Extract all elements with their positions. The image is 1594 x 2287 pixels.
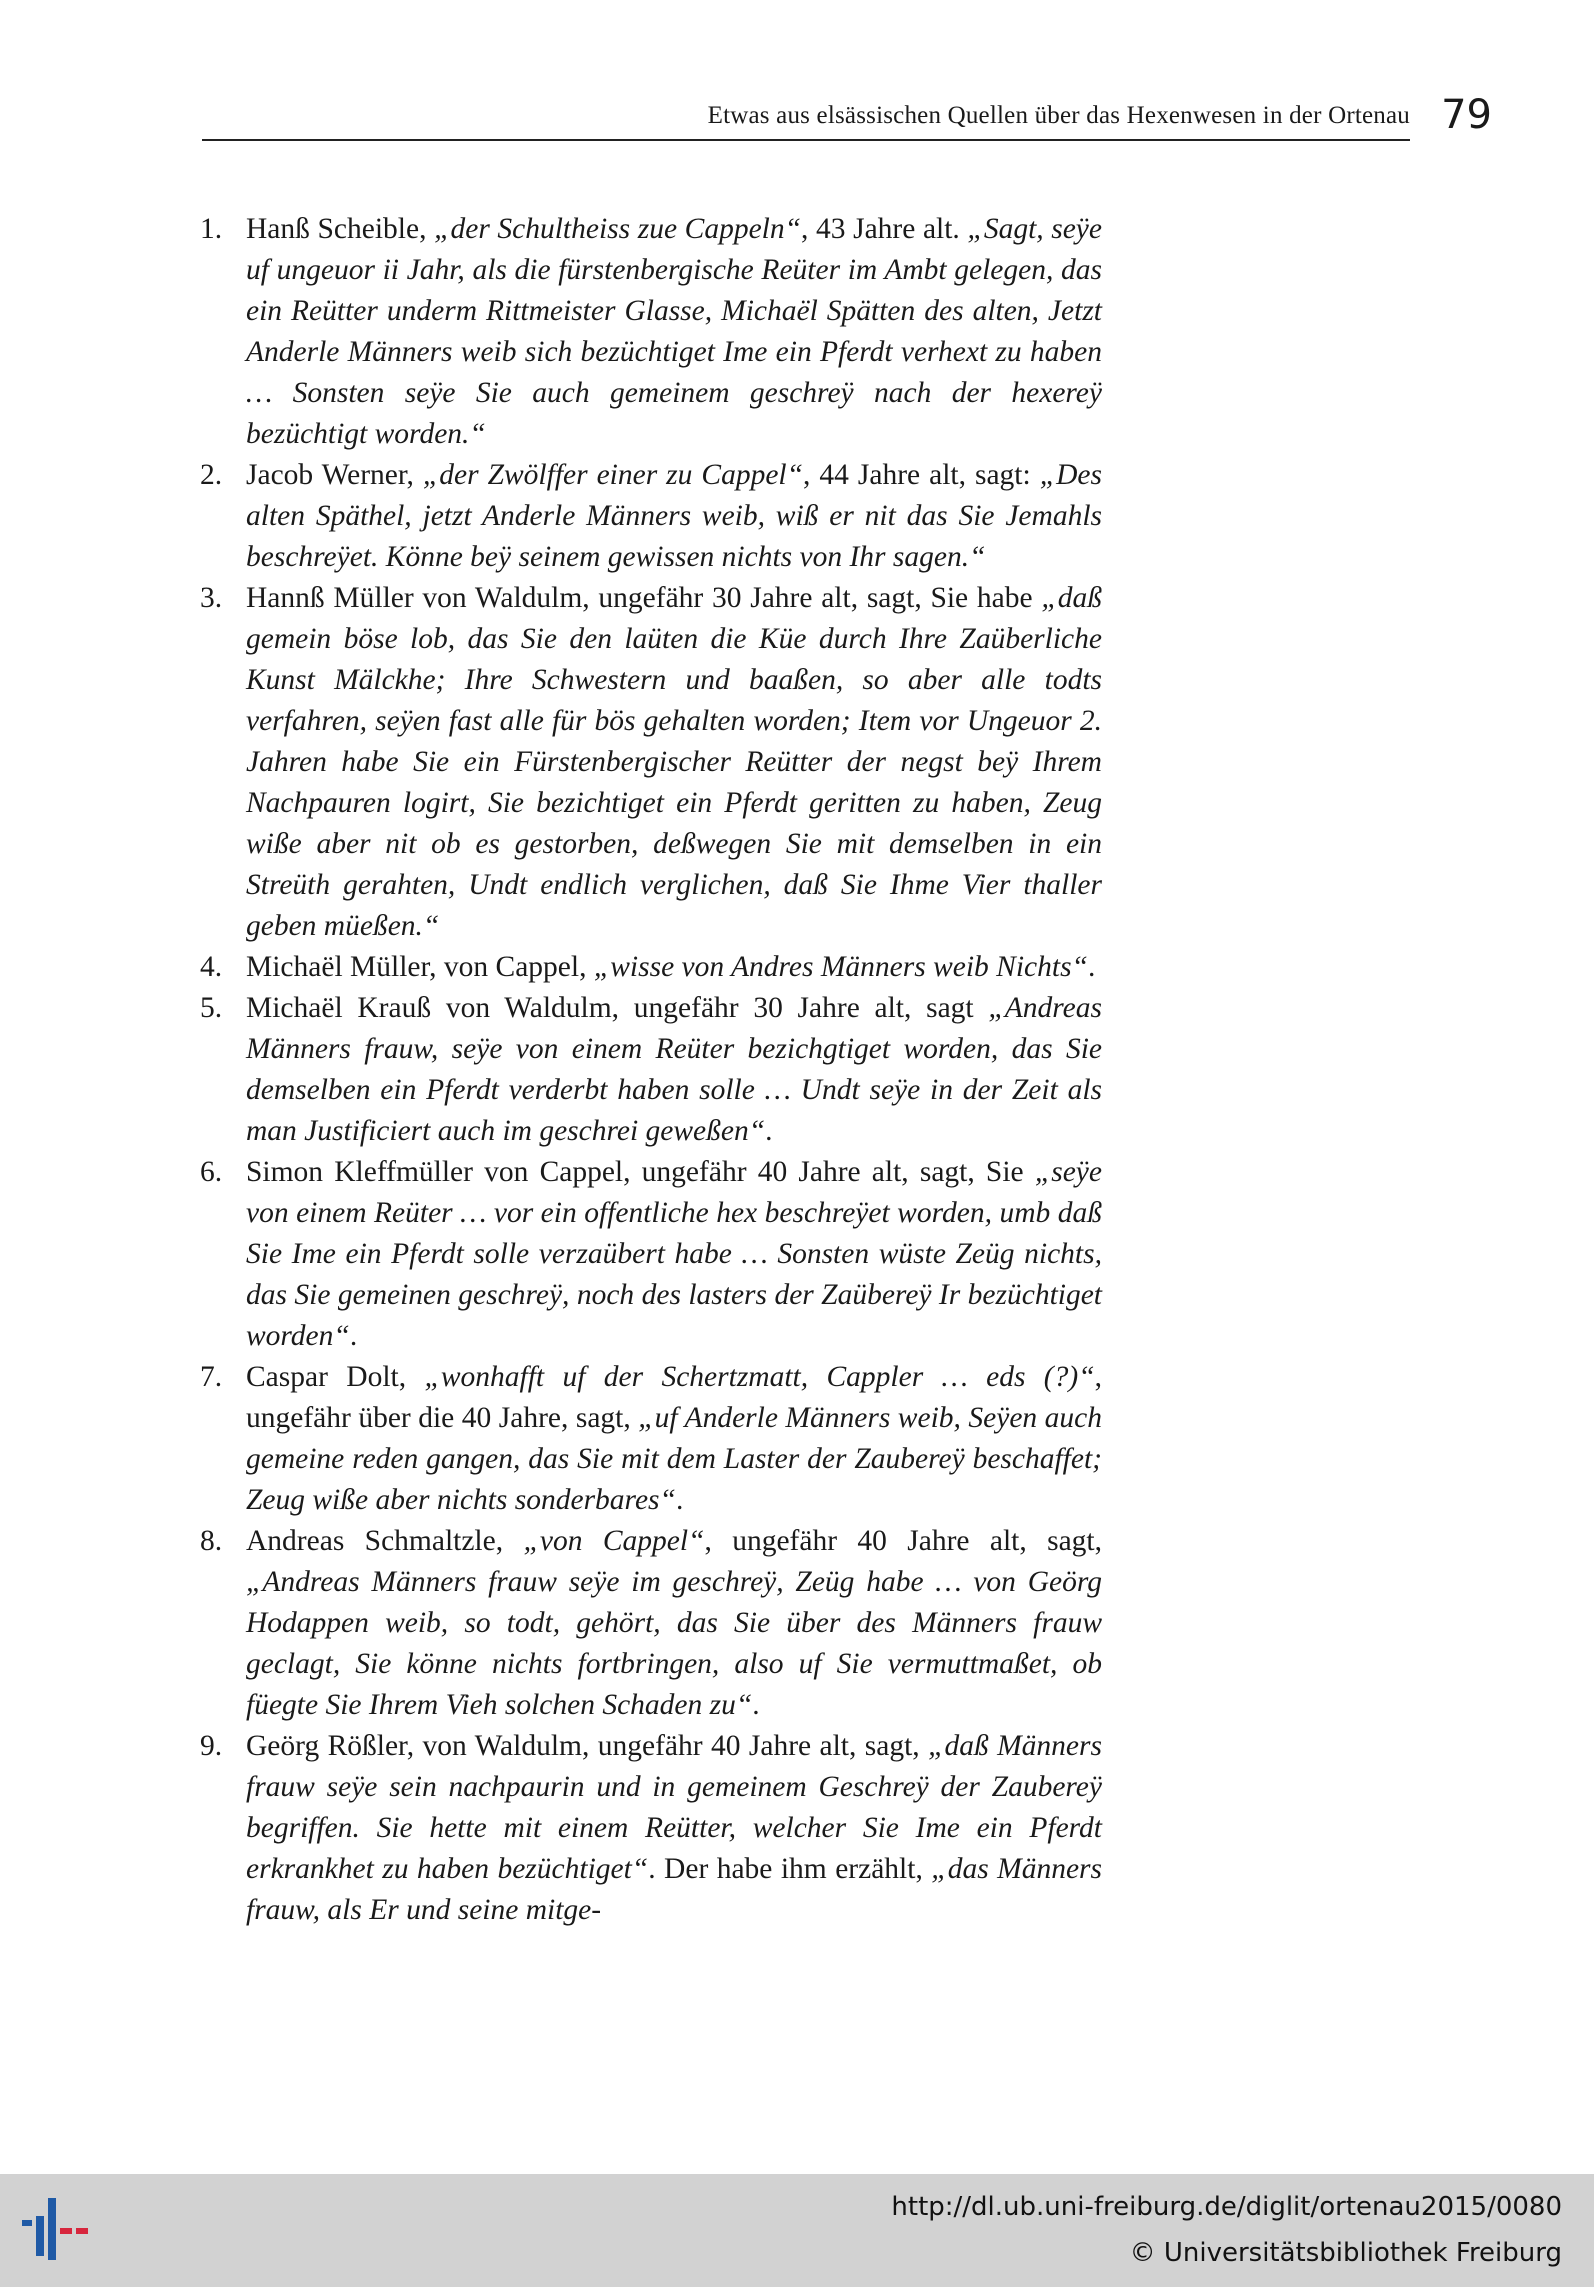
item-text [246,1525,1102,1721]
quoted-testimony: „Andreas Männers frauw, seÿe von einem Reüter bezichgtiget worden, das Sie demselben ein Pferdt verderbt haben solle … Undt seÿe in der Zeit als man Justificiert auch im geschrei geweßen“ [246,992,1102,1147]
entry-text: Michaël Müller, von Cappel, [246,951,594,983]
entry-text: Jacob Werner, [246,459,423,491]
item-number: 7. [200,1361,223,1393]
quoted-testimony: „seÿe von einem Reüter … vor ein offentliche hex beschreÿet worden, umb daß Sie Ime ein Pferdt solle verzaübert habe … Sonsten wüste Zeüg nichts, das Sie gemeinen geschreÿ, noch des lasters der Zaübereÿ Ir bezüchtiget worden“ [246,1156,1102,1352]
entry-text: , ungefähr 40 Jahre alt, sagt, [704,1525,1102,1557]
quoted-testimony: „uf Anderle Männers weib, Seÿen auch gemeine reden gangen, das Sie mit dem Laster der Zaubereÿ beschaffet; Zeug wiße aber nichts sonderbares“ [246,1402,1102,1516]
entry-text: Andreas Schmaltzle, [246,1525,524,1557]
item-text [246,1361,1102,1516]
header-rule [202,139,1410,141]
entry-text: . Der habe ihm erzählt, [648,1853,932,1885]
item-text [246,1156,1102,1352]
item-text [246,951,1095,983]
item-text [246,992,1102,1147]
quoted-testimony: „daß gemein böse lob, das Sie den laüten die Küe durch Ihre Zaüberliche Kunst Mälckhe; Ihre Schwestern und baaßen, so aber alle todts verfahren, seÿen fast alle für bös gehalten worden; Item vor Ungeuor 2. Jahren habe Sie ein Fürstenbergischer Reütter der negst beÿ Ihrem Nachpauren logirt, Sie bezichtiget ein Pferdt geritten zu haben, Zeug wiße aber nit ob es gestorben, deßwegen Sie mit demselben in ein Streüth gerahten, Undt endlich verglichen, daß Sie Ihme Vier thaller geben müeßen.“ [246,582,1102,942]
entry-text: Hanß Scheible, [246,213,435,245]
item-number: 4. [200,951,223,983]
footer-url-link[interactable]: http://dl.ub.uni-freiburg.de/diglit/ortenau2015/0080 [891,2192,1562,2222]
item-number: 9. [200,1730,223,1762]
footer-bar [0,2174,1594,2287]
item-text [246,582,1102,942]
item-number: 3. [200,582,223,614]
quoted-testimony: „daß Männers frauw seÿe sein nachpaurin und in gemeinem Geschreÿ der Zaubereÿ begriffen. Sie hette mit einem Reütter, welcher Sie Ime ein Pferdt erkrankhet zu haben bezüchtiget“ [246,1730,1102,1885]
quoted-testimony: „wonhafft uf der Schertzmatt, Cappler … eds (?)“ [424,1361,1095,1393]
quoted-testimony: „wisse von Andres Männers weib Nichts“ [593,951,1088,983]
quoted-testimony: „von Cappel“ [523,1525,705,1557]
item-number: 8. [200,1525,223,1557]
list-item [200,1152,1102,1357]
list-item [200,455,1102,578]
quoted-testimony: „Andreas Männers frauw seÿe im geschreÿ, Zeüg habe … von Geörg Hodappen weib, so todt, gehört, das Sie über des Männers frauw geclagt, Sie könne nichts fortbringen, also uf Sie vermuttmaßet, ob füegte Sie Ihrem Vieh solchen Schaden zu“ [246,1566,1102,1721]
entry-text: Simon Kleffmüller von Cappel, ungefähr 40 Jahre alt, sagt, Sie [246,1156,1035,1188]
entry-text: , ungefähr über die 40 Jahre, sagt, [246,1361,1102,1434]
list-item [200,1521,1102,1726]
running-title: Etwas aus elsässischen Quellen über das Hexenwesen in der Ortenau [707,102,1410,129]
item-number: 1. [200,213,223,245]
list-item [200,1726,1102,1931]
entry-text: Geörg Rößler, von Waldulm, ungefähr 40 Jahre alt, sagt, [246,1730,929,1762]
entry-text: Caspar Dolt, [246,1361,425,1393]
item-text [246,459,1102,573]
ub-freiburg-logo-icon [20,2190,100,2270]
entry-text: Hannß Müller von Waldulm, ungefähr 30 Jahre alt, sagt, Sie habe [246,582,1042,614]
item-text [246,1730,1102,1926]
quoted-testimony: „der Schultheiss zue Cappeln“ [434,213,802,245]
quoted-testimony: „das Männers frauw, als Er und seine mitge- [246,1853,1102,1926]
quoted-testimony: „der Zwölffer einer zu Cappel“ [422,459,804,491]
entry-text: Michaël Krauß von Waldulm, ungefähr 30 Jahre alt, sagt [246,992,989,1024]
item-text [246,213,1102,450]
entry-text: . [752,1689,760,1721]
item-number: 2. [200,459,223,491]
list-item [200,1357,1102,1521]
entry-text: . [349,1320,358,1352]
list-item [200,988,1102,1152]
item-number: 6. [200,1156,223,1188]
list-item [200,947,1102,988]
entry-text: . [1087,951,1096,983]
entry-text: , 44 Jahre alt, sagt: [803,459,1040,491]
entry-text: . [675,1484,684,1516]
entry-text: . [765,1115,773,1147]
quoted-testimony: „Sagt, seÿe uf ungeuor ii Jahr, als die fürstenbergische Reüter im Ambt gelegen, das ein Reütter underm Rittmeister Glasse, Michaël Spätten des alten, Jetzt Anderle Männers weib sich bezüchtiget Ime ein Pferdt verhext zu haben … Sonsten seÿe Sie auch gemeinem geschreÿ nach der hexereÿ bezüchtigt worden.“ [246,213,1102,450]
item-number: 5. [200,992,223,1024]
page-number: 79 [1441,92,1492,138]
running-header [202,92,1492,148]
list-item [200,209,1102,455]
quoted-testimony: „Des alten Späthel, jetzt Anderle Männers weib, wiß er nit das Sie Jemahls beschreÿet. Könne beÿ seinem gewissen nichts von Ihr sagen.“ [246,459,1102,573]
list-item [200,578,1102,947]
witness-list [200,209,1102,1931]
entry-text: , 43 Jahre alt. [801,213,968,245]
footer-copyright: © Universitätsbibliothek Freiburg [1129,2238,1562,2268]
